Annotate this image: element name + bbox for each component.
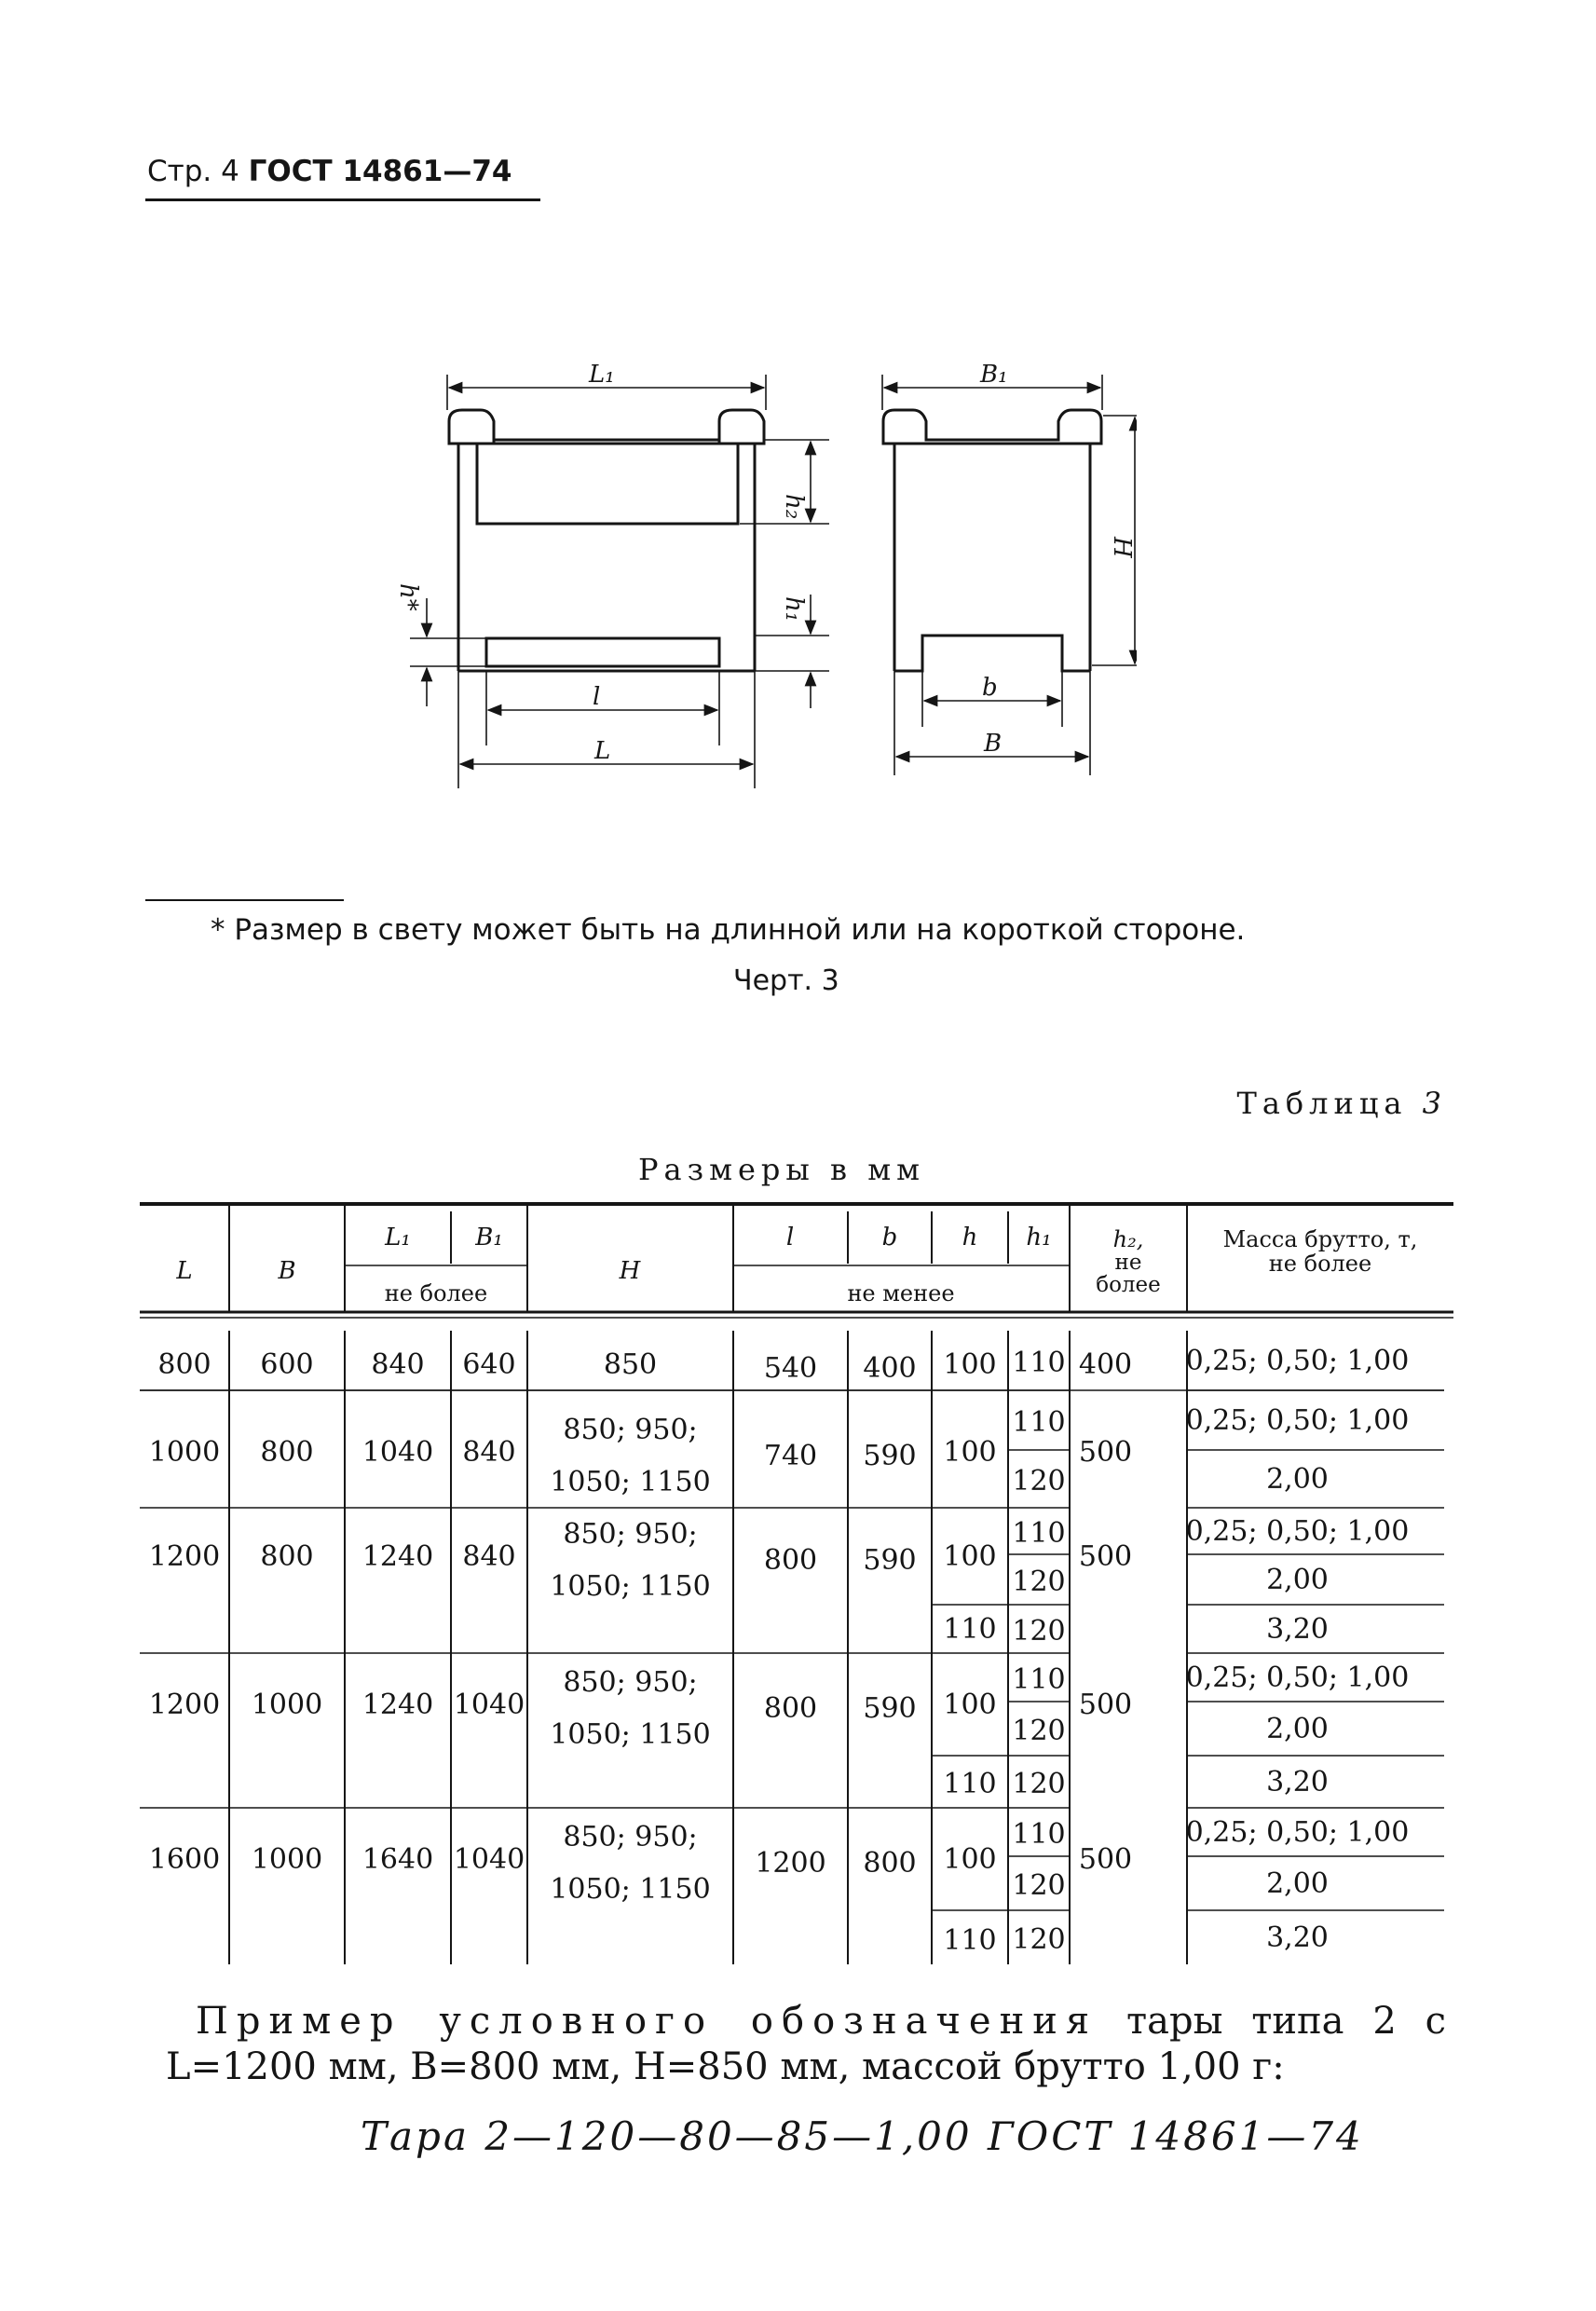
cell-L: 800 — [157, 1348, 211, 1381]
cell-B1: 1040 — [453, 1689, 525, 1721]
cell-h1: 120 — [1012, 1615, 1066, 1648]
designation: Тара 2—120—80—85—1,00 ГОСТ 14861—74 — [361, 2113, 1364, 2159]
side-view — [883, 410, 1101, 671]
cell-H: 850; 950; — [563, 1666, 698, 1699]
cell-B: 1000 — [251, 1843, 323, 1876]
cell-h2: 500 — [1078, 1540, 1133, 1573]
cell-B1: 840 — [462, 1436, 516, 1469]
label-h1: h₁ — [780, 596, 808, 622]
header-group-min: не менее — [847, 1280, 955, 1306]
cell-H: 850; 950; — [563, 1518, 698, 1551]
cell-L1: 1240 — [361, 1689, 434, 1721]
front-view — [449, 410, 764, 671]
cell-h: 110 — [943, 1768, 997, 1800]
label-B1: B₁ — [980, 361, 1008, 389]
table-label-text: Таблица — [1236, 1086, 1408, 1121]
cell-l: 740 — [763, 1440, 818, 1472]
cell-L1: 840 — [371, 1348, 425, 1381]
label-L1: L₁ — [589, 361, 615, 389]
table-units: Размеры в мм — [638, 1152, 925, 1187]
label-b: b — [982, 674, 998, 702]
table-label — [1236, 1086, 1447, 1121]
header-rule — [145, 198, 540, 201]
table-number: 3 — [1422, 1086, 1447, 1121]
cell-mass: 2,00 — [1266, 1564, 1329, 1596]
header-group-max: не более — [384, 1280, 488, 1306]
dimension-lines — [410, 375, 1137, 788]
cell-h1: 120 — [1012, 1465, 1066, 1497]
label-L: L — [594, 737, 611, 765]
cell-b: 400 — [863, 1352, 917, 1385]
cell-mass: 2,00 — [1266, 1713, 1329, 1745]
cell-h2: 500 — [1078, 1689, 1133, 1721]
header-h1: h₁ — [1026, 1224, 1052, 1251]
header-l: l — [785, 1224, 795, 1251]
cell-L: 1200 — [148, 1689, 221, 1721]
cell-H: 850; 950; — [563, 1821, 698, 1853]
cell-L1: 1640 — [361, 1843, 434, 1876]
cell-L1: 1040 — [361, 1436, 434, 1469]
cell-B: 1000 — [251, 1689, 323, 1721]
cell-L: 1600 — [148, 1843, 221, 1876]
standard-code: ГОСТ 14861—74 — [248, 155, 512, 188]
cell-mass: 0,25; 0,50; 1,00 — [1185, 1661, 1410, 1694]
example-line-1 — [196, 1999, 1446, 2044]
cell-h2: 500 — [1078, 1436, 1133, 1469]
header-B1: B₁ — [475, 1224, 503, 1251]
cell-h: 100 — [943, 1348, 997, 1381]
cell-B: 600 — [260, 1348, 314, 1381]
header-mass: Масса брутто, т, — [1222, 1226, 1418, 1252]
cell-mass: 0,25; 0,50; 1,00 — [1185, 1404, 1410, 1437]
cell-H: 850; 950; — [563, 1414, 698, 1446]
cell-mass: 3,20 — [1266, 1613, 1329, 1646]
cell-b: 590 — [863, 1544, 917, 1577]
cell-h1: 110 — [1012, 1406, 1066, 1439]
header-h2: h₂, — [1112, 1226, 1144, 1252]
cell-l: 800 — [763, 1692, 818, 1725]
cell-H: 1050; 1150 — [550, 1570, 711, 1603]
cell-h: 110 — [943, 1613, 997, 1646]
cell-h: 100 — [943, 1689, 997, 1721]
cell-h2: 400 — [1078, 1348, 1133, 1381]
header-h2-note: не — [1114, 1251, 1142, 1275]
header-mass-note: не более — [1268, 1251, 1372, 1277]
header-B: B — [278, 1257, 296, 1285]
label-H: H — [1108, 537, 1136, 558]
cell-l: 540 — [763, 1352, 818, 1385]
cell-mass: 0,25; 0,50; 1,00 — [1185, 1345, 1410, 1377]
label-h-star: h* — [394, 583, 422, 611]
cell-h1: 120 — [1012, 1715, 1066, 1747]
cell-H: 850 — [603, 1348, 658, 1381]
cell-h: 100 — [943, 1540, 997, 1573]
technical-drawing — [373, 354, 1137, 801]
cell-B1: 840 — [462, 1540, 516, 1573]
header-h2-note: более — [1096, 1273, 1161, 1297]
cell-h2: 500 — [1078, 1843, 1133, 1876]
cell-h1: 120 — [1012, 1869, 1066, 1902]
cell-mass: 3,20 — [1266, 1766, 1329, 1798]
cell-h: 110 — [943, 1924, 997, 1957]
cell-b: 590 — [863, 1440, 917, 1472]
cell-b: 800 — [863, 1847, 917, 1880]
header-L1: L₁ — [385, 1224, 411, 1251]
footnote: * Размер в свету может быть на длинной или на короткой стороне. — [211, 913, 1246, 947]
cell-H: 1050; 1150 — [550, 1466, 711, 1498]
example-line-2: L=1200 мм, B=800 мм, H=850 мм, массой брутто 1,00 г: — [166, 2045, 1285, 2088]
cell-h1: 110 — [1012, 1517, 1066, 1550]
cell-h1: 120 — [1012, 1566, 1066, 1598]
cell-mass: 0,25; 0,50; 1,00 — [1185, 1515, 1410, 1548]
header-h: h — [962, 1224, 978, 1251]
page-number: Стр. 4 — [147, 155, 239, 188]
cell-H: 1050; 1150 — [550, 1873, 711, 1906]
cell-B1: 640 — [462, 1348, 516, 1381]
cell-L: 1200 — [148, 1540, 221, 1573]
header-L: L — [176, 1257, 193, 1285]
cell-h1: 110 — [1012, 1663, 1066, 1696]
cell-H: 1050; 1150 — [550, 1718, 711, 1751]
cell-mass: 0,25; 0,50; 1,00 — [1185, 1816, 1410, 1849]
cell-mass: 2,00 — [1266, 1463, 1329, 1496]
example-rest: тары типа 2 с — [1125, 2000, 1446, 2043]
cell-b: 590 — [863, 1692, 917, 1725]
cell-L: 1000 — [148, 1436, 221, 1469]
cell-B1: 1040 — [453, 1843, 525, 1876]
cell-mass: 3,20 — [1266, 1921, 1329, 1954]
label-B: B — [984, 730, 1003, 758]
dimensions-table — [140, 1191, 1453, 1964]
page-header — [147, 155, 512, 188]
cell-B: 800 — [260, 1436, 314, 1469]
figure-caption: Черт. 3 — [733, 964, 839, 997]
example-lead: Пример условного обозначения — [196, 2000, 1098, 2043]
label-l: l — [593, 683, 601, 711]
cell-mass: 2,00 — [1266, 1867, 1329, 1900]
cell-h1: 110 — [1012, 1818, 1066, 1851]
cell-L1: 1240 — [361, 1540, 434, 1573]
header-b: b — [881, 1224, 898, 1251]
cell-h1: 120 — [1012, 1768, 1066, 1800]
cell-h1: 120 — [1012, 1923, 1066, 1956]
cell-l: 800 — [763, 1544, 818, 1577]
cell-h1: 110 — [1012, 1347, 1066, 1379]
header-H: H — [619, 1257, 641, 1285]
cell-h: 100 — [943, 1436, 997, 1469]
cell-h: 100 — [943, 1843, 997, 1876]
footnote-rule — [145, 899, 344, 901]
cell-l: 1200 — [755, 1847, 826, 1880]
cell-B: 800 — [260, 1540, 314, 1573]
label-h2: h₂ — [780, 494, 808, 520]
